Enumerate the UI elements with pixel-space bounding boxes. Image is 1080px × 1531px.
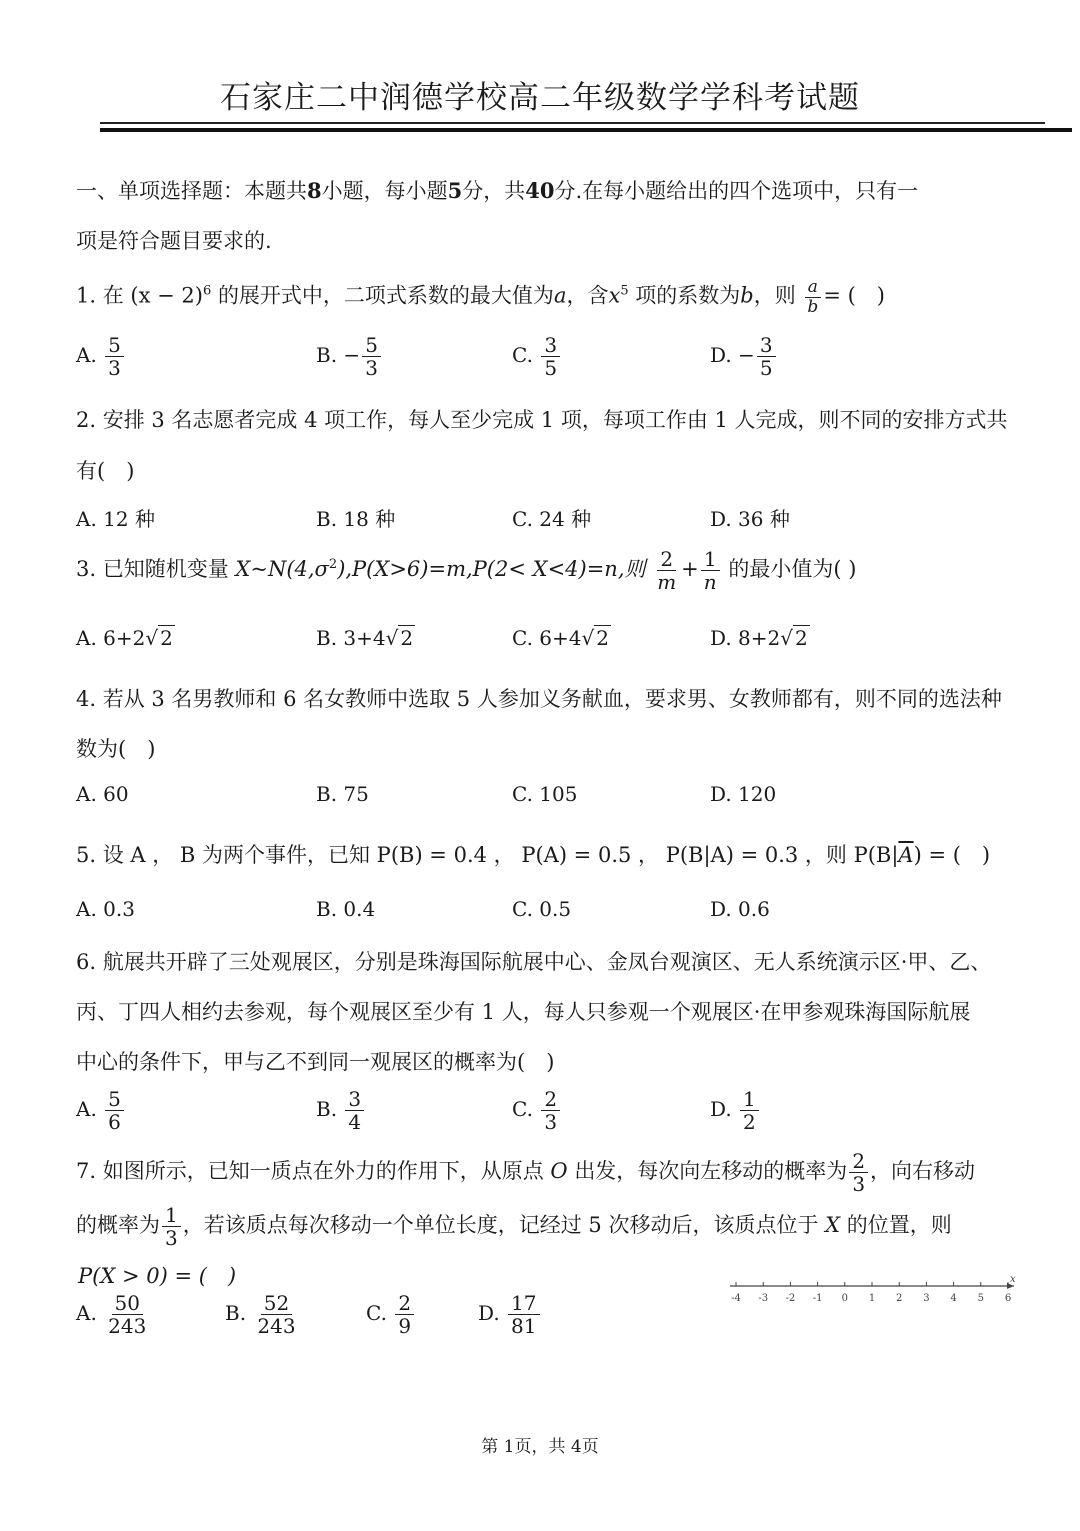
question-3: 3. 已知随机变量 $X\sim N(4,\sigma^2),P(X>6)=m,P(2< X<4)=n$,则 $\frac{2}{m}$ + $\frac{1}{n}$ 的最小值为( ) — [76, 547, 857, 594]
q1-option-c[interactable]: C. $\frac{3}{5}$ — [512, 334, 562, 379]
tick-label: 1 — [868, 1293, 876, 1304]
question-7-line1: 7. 如图所示，已知一质点在外力的作用下，从原点 O 出发，每次向左移动的概率为 $\frac{2}{3}$ ，向右移动 — [76, 1149, 976, 1196]
tick-label: 2 — [896, 1293, 903, 1304]
q7-option-b[interactable]: B. $\frac{52}{243}$ — [225, 1291, 296, 1338]
q5-option-a[interactable]: A. 0.3 — [76, 897, 135, 921]
section-header-line2: 项是符合题目要求的. — [76, 229, 272, 253]
question-7-line3: P(X > 0) = ( ) — [78, 1264, 237, 1288]
tick-label: 6 — [1004, 1293, 1012, 1304]
question-6-line1: 6. 航展共开辟了三处观展区，分别是珠海国际航展中心、金凤台观演区、无人系统演示区·甲、乙、 — [76, 950, 992, 974]
question-7-line2: 的概率为 $\frac{1}{3}$ ，若该质点每次移动一个单位长度，记经过 5 次移动后，该质点位于 X 的位置，则 — [76, 1203, 952, 1250]
q2-option-d[interactable]: D. 36 种 — [710, 507, 790, 531]
q6-option-c[interactable]: C. $\frac{2}{3}$ — [512, 1088, 562, 1133]
page-title: 石家庄二中润德学校高二年级数学学科考试题 — [220, 80, 860, 116]
q4-option-a[interactable]: A. 60 — [76, 782, 129, 806]
tick-label: 3 — [923, 1293, 930, 1304]
tick-label: -3 — [758, 1293, 769, 1304]
tick-label: -1 — [812, 1293, 823, 1304]
q5-option-d[interactable]: D. 0.6 — [710, 897, 770, 921]
q4-option-c[interactable]: C. 105 — [512, 782, 578, 806]
question-6-line3: 中心的条件下，甲与乙不到同一观展区的概率为( ) — [76, 1050, 555, 1074]
q1-fraction: $\frac{a}{b}$ — [804, 278, 821, 316]
title-rule-thin — [100, 122, 1045, 124]
q4-option-d[interactable]: D. 120 — [710, 782, 777, 806]
q3-option-a[interactable]: A. 6+2√ 2 — [76, 626, 173, 650]
q6-option-a[interactable]: A. $\frac{5}{6}$ — [76, 1088, 126, 1133]
question-4-line1: 4. 若从 3 名男教师和 6 名女教师中选取 5 人参加义务献血，要求男、女教师都有，则不同的选法种 — [76, 687, 1002, 711]
question-2-line1: 2. 安排 3 名志愿者完成 4 项工作，每人至少完成 1 项，每项工作由 1 人完成，则不同的安排方式共 — [76, 408, 1008, 432]
number-line-figure — [722, 1272, 1022, 1312]
q7-option-c[interactable]: C. $\frac{2}{9}$ — [366, 1292, 416, 1337]
title-rule-thick — [100, 128, 1072, 132]
q4-option-b[interactable]: B. 75 — [316, 782, 369, 806]
tick-label: 4 — [950, 1293, 957, 1304]
question-6-line2: 丙、丁四人相约去参观，每个观展区至少有 1 人，每人只参观一个观展区·在甲参观珠海国际航展 — [76, 1000, 971, 1024]
question-4-line2: 数为( ) — [76, 737, 156, 761]
q2-option-a[interactable]: A. 12 种 — [76, 507, 155, 531]
q3-option-b[interactable]: B. 3+4√ 2 — [316, 626, 414, 650]
q5-option-c[interactable]: C. 0.5 — [512, 897, 572, 921]
q5-option-b[interactable]: B. 0.4 — [316, 897, 376, 921]
tick-label: 0 — [841, 1293, 848, 1304]
page-footer: 第 1页，共 4页 — [481, 1437, 599, 1457]
q7-option-a[interactable]: A. $\frac{50}{243}$ — [76, 1291, 147, 1338]
q6-option-b[interactable]: B. $\frac{3}{4}$ — [316, 1088, 366, 1133]
q2-option-b[interactable]: B. 18 种 — [316, 507, 396, 531]
section-header-line1: 一、单项选择题：本题共8小题，每小题5分，共40分.在每小题给出的四个选项中，只有一 — [76, 178, 919, 203]
tick-group — [731, 1282, 1011, 1304]
question-2-line2: 有( ) — [76, 459, 135, 483]
tick-label: 5 — [977, 1293, 984, 1304]
q7-option-d[interactable]: D. $\frac{17}{81}$ — [478, 1292, 542, 1337]
axis-label: x — [1010, 1274, 1016, 1285]
q6-option-d[interactable]: D. $\frac{1}{2}$ — [710, 1088, 761, 1133]
q3-option-c[interactable]: C. 6+4√ 2 — [512, 626, 609, 650]
q2-option-c[interactable]: C. 24 种 — [512, 507, 592, 531]
tick-label: -2 — [785, 1293, 796, 1304]
tick-label: -4 — [731, 1293, 741, 1304]
q1-option-a[interactable]: A. $\frac{5}{3}$ — [76, 334, 126, 379]
question-1: 1. 在 $(x - 2)^6$ 的展开式中，二项式系数的最大值为a，含$x^5$ 项的系数为b，则 $\frac{a}{b}$ = ( ) — [76, 277, 885, 317]
q3-option-d[interactable]: D. 8+2√ 2 — [710, 626, 808, 650]
question-5: 5. 设 A ， B 为两个事件，已知 P(B) = 0.4 ， P(A) = 0.5 ， P(B|A) = 0.3 ，则 $P(B|\overline{A})$ = ( ) — [76, 843, 991, 867]
q1-option-d[interactable]: D. − $\frac{3}{5}$ — [710, 334, 778, 379]
q1-option-b[interactable]: B. − $\frac{5}{3}$ — [316, 334, 383, 379]
